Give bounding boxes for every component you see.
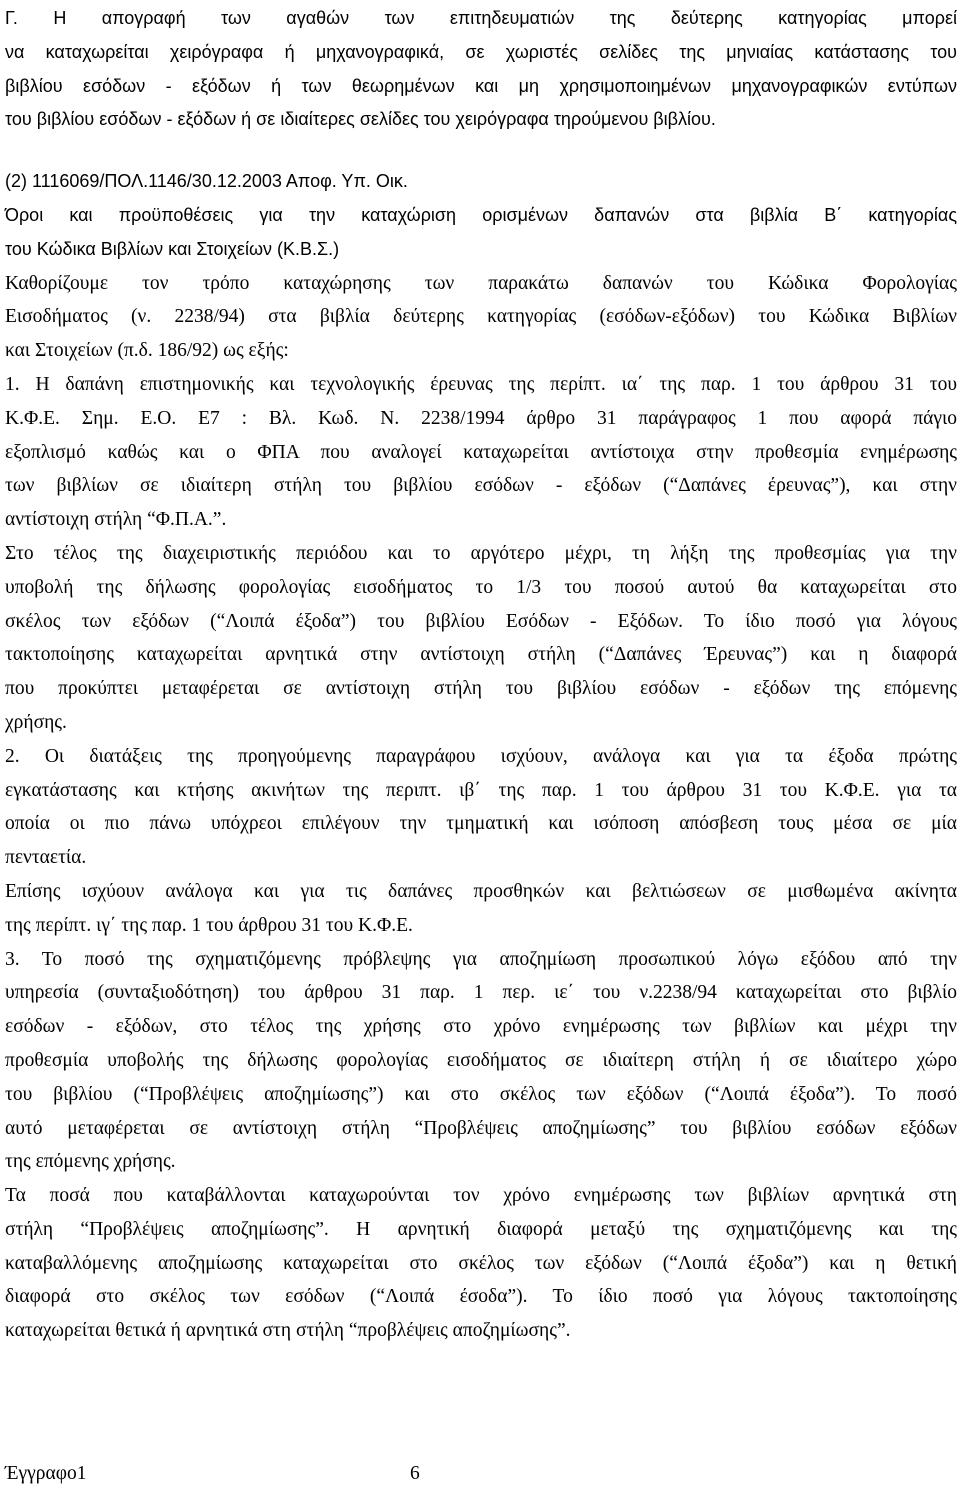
footer-document-name: Έγγραφο1 — [5, 1463, 87, 1484]
text-line: που προκύπτει μεταφέρεται σε αντίστοιχη στήλη του βιβλίου εσόδων - εξόδων της επόμενης — [5, 678, 957, 700]
text-line: υποβολή της δήλωσης φορολογίας εισοδήματος το 1/3 του ποσού αυτού θα καταχωρείται στο — [5, 576, 957, 598]
blank-line — [5, 137, 957, 165]
text-line: Καθορίζουμε τον τρόπο καταχώρησης των παρακάτω δαπανών του Κώδικα Φορολογίας — [5, 272, 957, 294]
text-line: (2) 1116069/ΠΟΛ.1146/30.12.2003 Αποφ. Υπ. Οικ. — [5, 171, 408, 192]
text-line: οποία οι πιο πάνω υπόχρεοι επιλέγουν την τμηματική και ισόποση απόσβεση τους μέσα σε μία — [5, 813, 957, 835]
text-line: αυτό μεταφέρεται σε αντίστοιχη στήλη “Προβλέψεις αποζημίωσης” του βιβλίου εσόδων εξόδων — [5, 1117, 957, 1139]
text-line: Κ.Φ.Ε. Σημ. Ε.Ο. Ε7 : Βλ. Κωδ. Ν. 2238/1994 άρθρο 31 παράγραφος 1 που αφορά πάγιο — [5, 407, 957, 429]
text-line: τακτοποίησης καταχωρείται αρνητικά στην αντίστοιχη στήλη (“Δαπάνες Έρευνας”) και η διαφορά — [5, 644, 957, 666]
text-line: πενταετία. — [5, 847, 87, 869]
document-body — [5, 2, 957, 1348]
text-line: Εισοδήματος (ν. 2238/94) στα βιβλία δεύτερης κατηγορίας (εσόδων-εξόδων) του Κώδικα Βιβλίων — [5, 306, 957, 328]
text-line: προθεσμία υποβολής της δήλωσης φορολογίας εισοδήματος σε ιδιαίτερη στήλη ή σε ιδιαίτερο χώρο — [5, 1049, 957, 1071]
text-line: διαφορά στο σκέλος των εσόδων (“Λοιπά έσοδα”). Το ίδιο ποσό για λόγους τακτοποίησης — [5, 1286, 957, 1308]
text-line: της επόμενης χρήσης. — [5, 1151, 176, 1173]
text-line: Στο τέλος της διαχειριστικής περιόδου και το αργότερο μέχρι, τη λήξη της προθεσμίας για την — [5, 542, 957, 564]
text-line: του βιβλίου (“Προβλέψεις αποζημίωσης”) και στο σκέλος των εξόδων (“Λοιπά έξοδα”). Το ποσό — [5, 1083, 957, 1105]
text-line: Γ. Η απογραφή των αγαθών των επιτηδευματιών της δεύτερης κατηγορίας μπορεί — [5, 8, 957, 28]
text-line: 2. Οι διατάξεις της προηγούμενης παραγράφου ισχύουν, ανάλογα και για τα έξοδα πρώτης — [5, 745, 957, 767]
text-line: σκέλος των εξόδων (“Λοιπά έξοδα”) του βιβλίου Εσόδων - Εξόδων. Το ίδιο ποσό για λόγους — [5, 610, 957, 632]
footer-page-number: 6 — [410, 1463, 420, 1484]
text-line: στήλη “Προβλέψεις αποζημίωσης”. Η αρνητική διαφορά μεταξύ της σχηματιζόμενης και της — [5, 1218, 957, 1240]
text-line: βιβλίου εσόδων - εξόδων ή των θεωρημένων και μη χρησιμοποιημένων μηχανογραφικών εντύπων — [5, 75, 957, 96]
text-line: των βιβλίων σε ιδιαίτερη στήλη του βιβλίου εσόδων - εξόδων (“Δαπάνες έρευνας”), και στην — [5, 475, 957, 497]
text-line: χρήσης. — [5, 711, 67, 733]
text-line: Όροι και προϋποθέσεις για την καταχώριση ορισμένων δαπανών στα βιβλία Β΄ κατηγορίας — [5, 204, 957, 225]
text-line: και Στοιχείων (π.δ. 186/92) ως εξής: — [5, 340, 289, 362]
text-line: εξοπλισμό καθώς και ο ΦΠΑ που αναλογεί καταχωρείται αντίστοιχα στην προθεσμία ενημέρωσης — [5, 441, 957, 463]
text-line: εσόδων - εξόδων, στο τέλος της χρήσης στο χρόνο ενημέρωσης των βιβλίων και μέχρι την — [5, 1016, 957, 1038]
text-line: της περίπτ. ιγ΄ της παρ. 1 του άρθρου 31 του Κ.Φ.Ε. — [5, 914, 413, 936]
text-line: του Κώδικα Βιβλίων και Στοιχείων (Κ.Β.Σ.) — [5, 238, 340, 259]
text-line: να καταχωρείται χειρόγραφα ή μηχανογραφικά, σε χωριστές σελίδες της μηνιαίας κατάστασης του — [5, 41, 957, 62]
text-line: υπηρεσία (συνταξιοδότηση) του άρθρου 31 παρ. 1 περ. ιε΄ του ν.2238/94 καταχωρείται στο βιβλίο — [5, 982, 957, 1004]
text-line: Τα ποσά που καταβάλλονται καταχωρούνται τον χρόνο ενημέρωσης των βιβλίων αρνητικά στη — [5, 1185, 957, 1207]
text-line: 3. Το ποσό της σχηματιζόμενης πρόβλεψης για αποζημίωση προσωπικού λόγω εξόδου από την — [5, 948, 957, 970]
text-line: καταβαλλόμενης αποζημίωσης καταχωρείται στο σκέλος των εξόδων (“Λοιπά έξοδα”) και η θετική — [5, 1252, 957, 1274]
text-line: αντίστοιχη στήλη “Φ.Π.Α.”. — [5, 509, 227, 531]
text-line: καταχωρείται θετικά ή αρνητικά στη στήλη “προβλέψεις αποζημίωσης”. — [5, 1320, 571, 1342]
text-line: Επίσης ισχύουν ανάλογα και για τις δαπάνες προσθηκών και βελτιώσεων σε μισθωμένα ακίνητα — [5, 880, 957, 902]
text-line: του βιβλίου εσόδων - εξόδων ή σε ιδιαίτερες σελίδες του χειρόγραφα τηρούμενου βιβλίου. — [5, 109, 716, 130]
text-line: 1. Η δαπάνη επιστημονικής και τεχνολογικής έρευνας της περίπτ. ια΄ της παρ. 1 του άρθρου 31 του — [5, 373, 957, 395]
text-line: εγκατάστασης και κτήσης ακινήτων της περιπτ. ιβ΄ της παρ. 1 του άρθρου 31 του Κ.Φ.Ε. για τα — [5, 779, 957, 801]
page-footer — [5, 1462, 420, 1486]
